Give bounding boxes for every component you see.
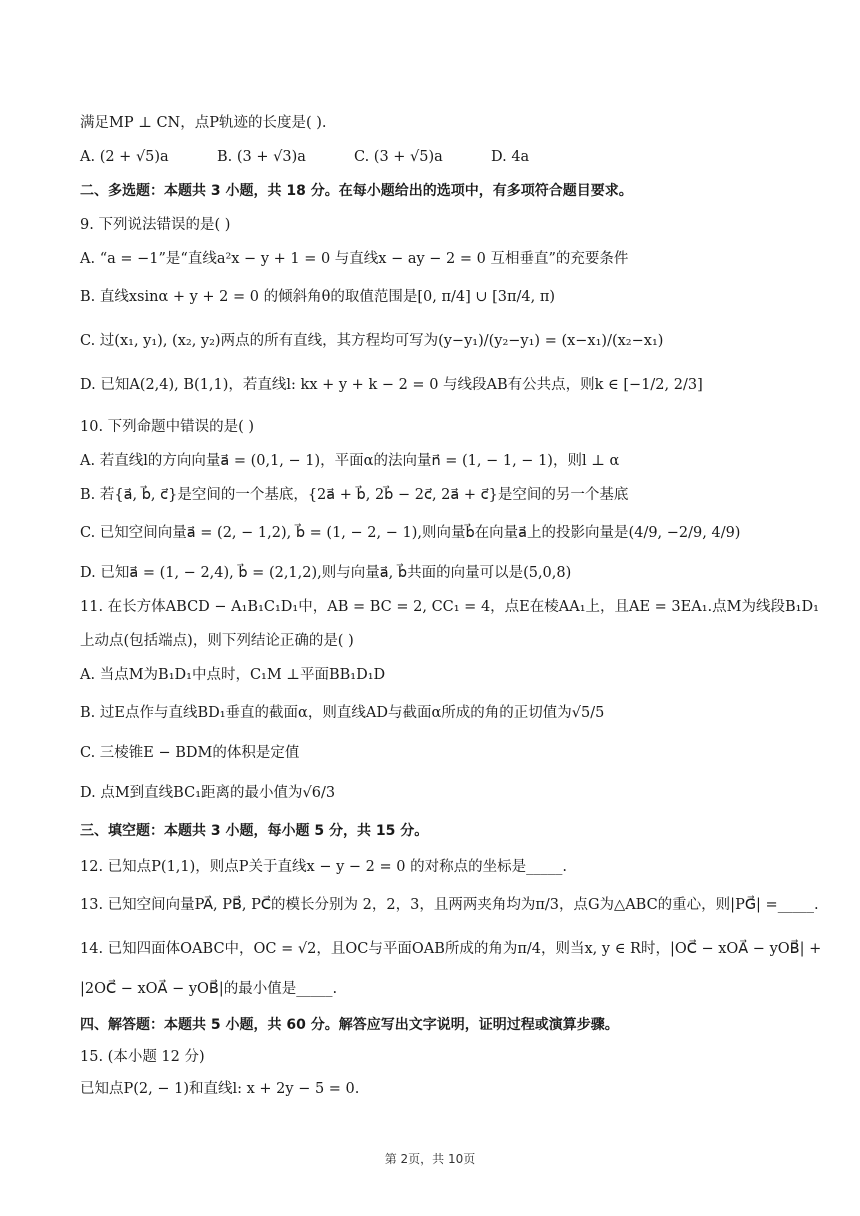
section-4-heading: 四、解答题：本题共 5 小题，共 60 分。解答应写出文字说明，证明过程或演算步骤。 xyxy=(80,1017,619,1033)
q8-continuation: 满足MP ⊥ CN，点P轨迹的长度是( ). xyxy=(80,115,327,131)
q10-option-b: B. 若{a⃗, b⃗, c⃗}是空间的一个基底，{2a⃗ + b⃗, 2b⃗ − 2c⃗, 2a⃗ + c⃗}是空间的另一个基底 xyxy=(80,487,629,503)
q12: 12. 已知点P(1,1)，则点P关于直线x − y − 2 = 0 的对称点的坐标是_____. xyxy=(80,859,567,875)
q9-stem: 9. 下列说法错误的是( ) xyxy=(80,217,231,233)
q14-line1: 14. 已知四面体OABC中，OC = √2，且OC与平面OAB所成的角为π/4，则当x, y ∈ R时，|OC⃗ − xOA⃗ − yOB⃗| + xyxy=(80,941,822,957)
q11-option-b: B. 过E点作与直线BD₁垂直的截面α，则直线AD与截面α所成的角的正切值为√5/5 xyxy=(80,705,605,721)
q9-option-c: C. 过(x₁, y₁), (x₂, y₂)两点的所有直线，其方程均可写为(y−y₁)/(y₂−y₁) = (x−x₁)/(x₂−x₁) xyxy=(80,333,664,349)
q10-option-a: A. 若直线l的方向向量a⃗ = (0,1, − 1)，平面α的法向量n⃗ = (1, − 1, − 1)，则l ⊥ α xyxy=(80,453,620,469)
q15-line1: 已知点P(2, − 1)和直线l: x + 2y − 5 = 0. xyxy=(80,1081,360,1097)
q8-choices xyxy=(80,146,800,168)
q9-option-a: A. “a = −1”是“直线a²x − y + 1 = 0 与直线x − ay − 2 = 0 互相垂直”的充要条件 xyxy=(80,251,629,267)
q11-stem-line2: 上动点(包括端点)，则下列结论正确的是( ) xyxy=(80,633,354,649)
q9-option-b: B. 直线xsinα + y + 2 = 0 的倾斜角θ的取值范围是[0, π/4] ∪ [3π/4, π) xyxy=(80,289,556,305)
q8-choice-c: C. (3 + √5)a xyxy=(354,149,443,165)
q10-option-c: C. 已知空间向量a⃗ = (2, − 1,2), b⃗ = (1, − 2, − 1),则向量b⃗在向量a⃗上的投影向量是(4/9, −2/9, 4/9) xyxy=(80,525,741,541)
q10-stem: 10. 下列命题中错误的是( ) xyxy=(80,419,255,435)
q15-title: 15. (本小题 12 分) xyxy=(80,1049,205,1065)
q8-choice-b: B. (3 + √3)a xyxy=(217,149,306,165)
q11-option-d: D. 点M到直线BC₁距离的最小值为√6/3 xyxy=(80,785,336,801)
q11-option-a: A. 当点M为B₁D₁中点时，C₁M ⊥平面BB₁D₁D xyxy=(80,667,386,683)
section-3-heading: 三、填空题：本题共 3 小题，每小题 5 分，共 15 分。 xyxy=(80,823,429,839)
q10-option-d: D. 已知a⃗ = (1, − 2,4), b⃗ = (2,1,2),则与向量a⃗, b⃗共面的向量可以是(5,0,8) xyxy=(80,565,572,581)
q8-choice-d: D. 4a xyxy=(491,149,530,165)
page-footer: 第 2页，共 10页 xyxy=(384,1152,476,1166)
q11-stem-line1: 11. 在长方体ABCD − A₁B₁C₁D₁中，AB = BC = 2, CC₁ = 4，点E在棱AA₁上，且AE = 3EA₁.点M为线段B₁D₁ xyxy=(80,599,819,615)
q14-line2: |2OC⃗ − xOA⃗ − yOB⃗|的最小值是_____. xyxy=(80,981,338,997)
q13: 13. 已知空间向量PA⃗, PB⃗, PC⃗的模长分别为 2，2，3，且两两夹角均为π/3，点G为△ABC的重心，则|PG⃗| =_____. xyxy=(80,897,819,913)
q9-option-d: D. 已知A(2,4), B(1,1)，若直线l: kx + y + k − 2 = 0 与线段AB有公共点，则k ∈ [−1/2, 2/3] xyxy=(80,377,703,393)
q11-option-c: C. 三棱锥E − BDM的体积是定值 xyxy=(80,745,300,761)
q8-choice-a: A. (2 + √5)a xyxy=(80,149,169,165)
section-2-heading: 二、多选题：本题共 3 小题，共 18 分。在每小题给出的选项中，有多项符合题目要求。 xyxy=(80,183,633,199)
